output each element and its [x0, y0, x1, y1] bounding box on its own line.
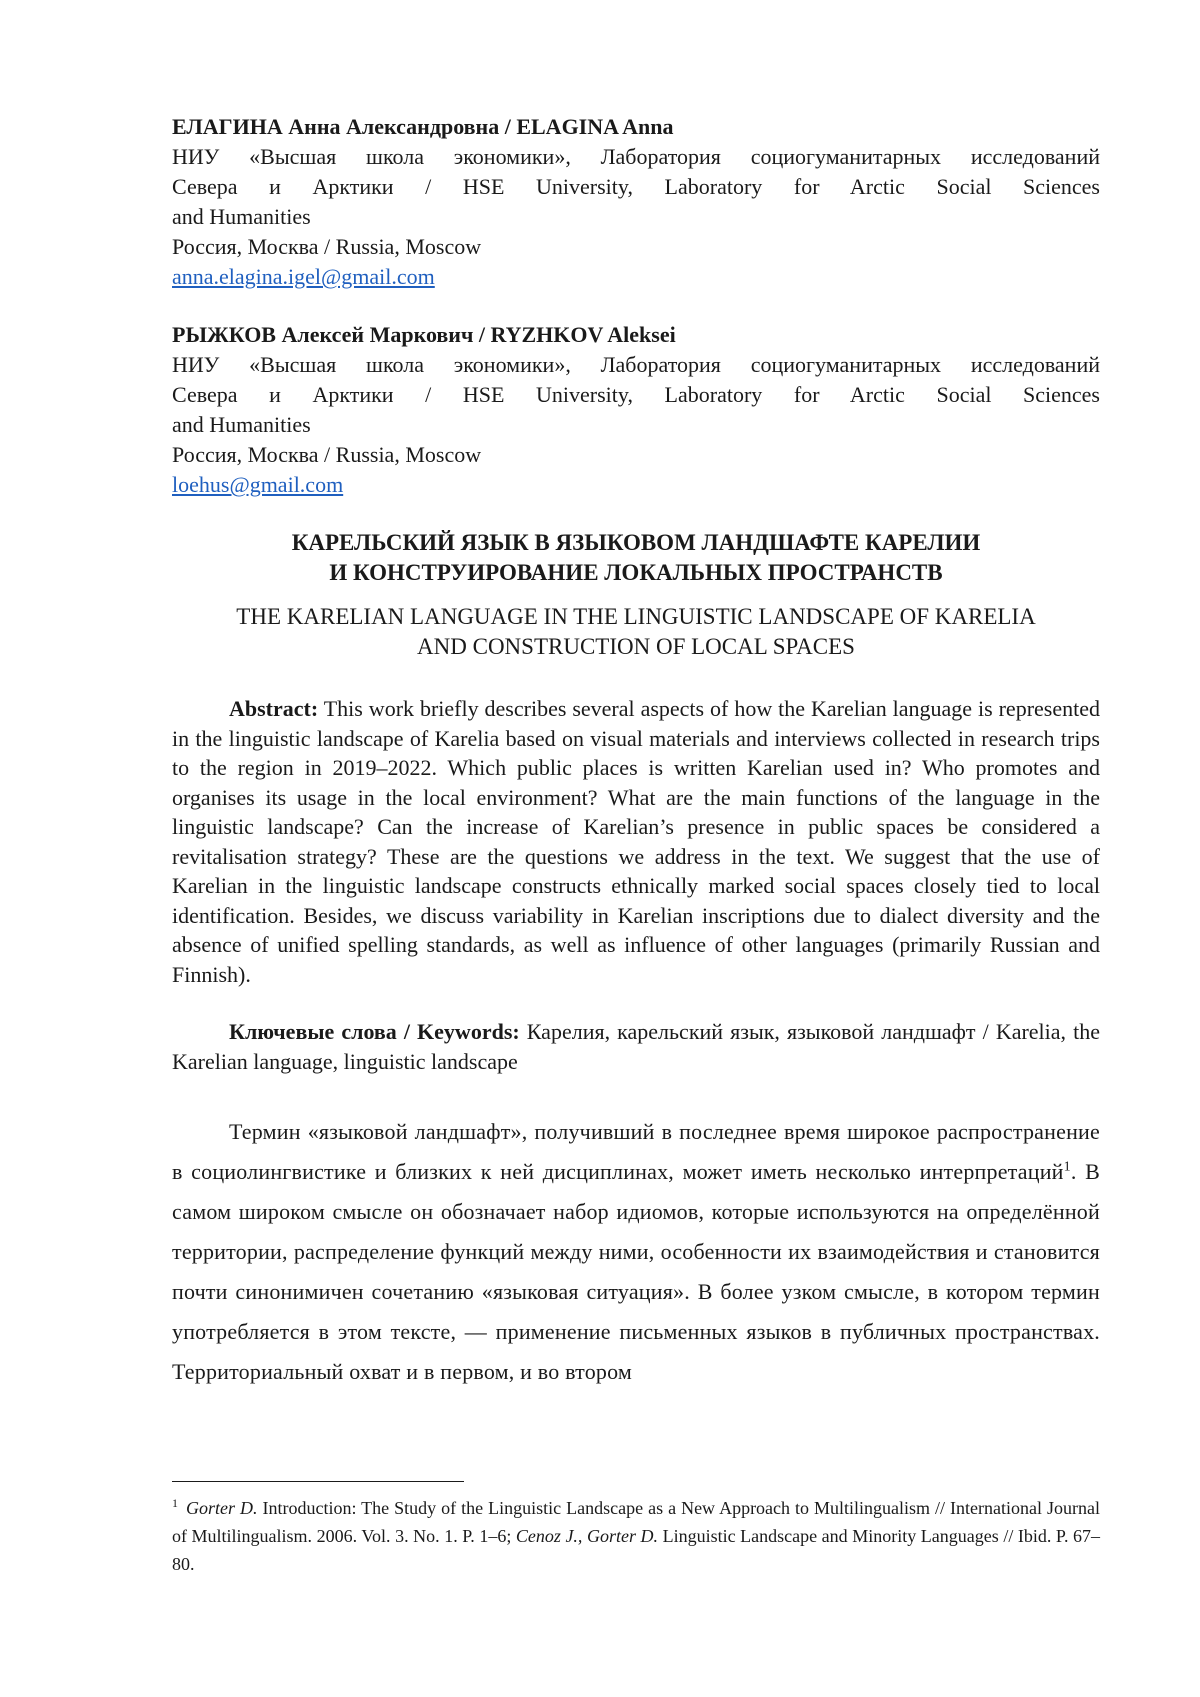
abstract-text: This work briefly describes several aspects of how the Karelian language is represented in the linguistic landscape of Karelia based on visual materials and interviews collected in research trips to the region in 2019–2022. Which public places is written Karelian used in? Who promotes and organises its usage in the local environment? What are the main functions of the language in the linguistic landscape? Can the increase of Karelian’s presence in public spaces be considered a revitalisation strategy? These are the questions we address in the text. We suggest that the use of Karelian in the linguistic landscape constructs ethnically marked social spaces closely tied to local identification. Besides, we discuss variability in Karelian inscriptions due to dialect diversity and the absence of unified spelling standards, as well as influence of other languages (primarily Russian and Finnish). — [172, 696, 1100, 987]
footnote-text: Linguistic Landscape and Minority Languages // Ibid. P. 67–80. — [172, 1526, 1101, 1574]
title-russian-line: И КОНСТРУИРОВАНИЕ ЛОКАЛЬНЫХ ПРОСТРАНСТВ — [329, 560, 943, 585]
keywords-text: Карелия, карельский язык, языковой ландшафт / Karelia, the Karelian language, linguistic landscape — [172, 1019, 1101, 1074]
abstract — [172, 694, 1100, 989]
author-block-1 — [172, 112, 1100, 292]
title-english — [172, 602, 1100, 662]
affiliation-line: Севера и Арктики / HSE University, Laboratory for Arctic Social Sciences — [172, 174, 1100, 199]
footnote — [172, 1494, 1100, 1578]
affiliation-line: and Humanities — [172, 204, 311, 229]
author-location: Россия, Москва / Russia, Moscow — [172, 234, 482, 259]
body-text-part: . В самом широком смысле он обозначает набор идиомов, которые используются на определённой территории, распределение функций между ними, особенности их взаимодействия и становится почти синонимичен сочетанию «языковая ситуация». В более узком смысле, в котором термин употребляется в этом тексте, — применение письменных языков в публичных пространствах. Территориальный охват и в первом, и во втором — [172, 1159, 1100, 1384]
abstract-label: Abstract: — [229, 696, 319, 721]
footnote-author: Gorter D. — [186, 1498, 258, 1518]
footnote-text: Introduction: The Study of the Linguistic Landscape as a New Approach to Multilingualism // International Journal of Multilingualism. 2006. Vol. 3. No. 1. P. 1–6; — [172, 1498, 1100, 1546]
author-email-link[interactable]: loehus@gmail.com — [172, 472, 344, 497]
footnote-mark: 1 — [172, 1496, 178, 1510]
page-content — [172, 112, 1100, 1392]
affiliation-line: НИУ «Высшая школа экономики», Лаборатория социогуманитарных исследований — [172, 144, 1100, 169]
author-affiliation — [172, 350, 1100, 440]
body-text-part: Термин «языковой ландшафт», получивший в последнее время широкое распространение в социолингвистике и близких к ней дисциплинах, может иметь несколько интерпретаций — [172, 1119, 1100, 1184]
author-affiliation — [172, 142, 1100, 232]
author-location: Россия, Москва / Russia, Moscow — [172, 442, 482, 467]
author-name: РЫЖКОВ Алексей Маркович / RYZHKOV Aleksei — [172, 322, 676, 347]
author-block-2 — [172, 320, 1100, 500]
title-english-line: AND CONSTRUCTION OF LOCAL SPACES — [417, 634, 855, 659]
footnote-author: Cenoz J., Gorter D. — [515, 1526, 659, 1546]
footnote-reference[interactable]: 1 — [1063, 1159, 1071, 1175]
affiliation-line: НИУ «Высшая школа экономики», Лаборатория социогуманитарных исследований — [172, 352, 1100, 377]
author-name: ЕЛАГИНА Анна Александровна / ELAGINA Anna — [172, 114, 674, 139]
title-english-line: THE KARELIAN LANGUAGE IN THE LINGUISTIC LANDSCAPE OF KARELIA — [236, 604, 1036, 629]
author-email-link[interactable]: anna.elagina.igel@gmail.com — [172, 264, 435, 289]
affiliation-line: Севера и Арктики / HSE University, Laboratory for Arctic Social Sciences — [172, 382, 1100, 407]
affiliation-line: and Humanities — [172, 412, 311, 437]
keywords — [172, 1017, 1100, 1076]
footnote-separator — [172, 1481, 464, 1482]
title-russian-line: КАРЕЛЬСКИЙ ЯЗЫК В ЯЗЫКОВОМ ЛАНДШАФТЕ КАРЕЛИИ — [291, 530, 981, 555]
body-paragraph — [172, 1112, 1100, 1392]
title-russian — [172, 528, 1100, 588]
keywords-label: Ключевые слова / Keywords: — [229, 1019, 520, 1044]
